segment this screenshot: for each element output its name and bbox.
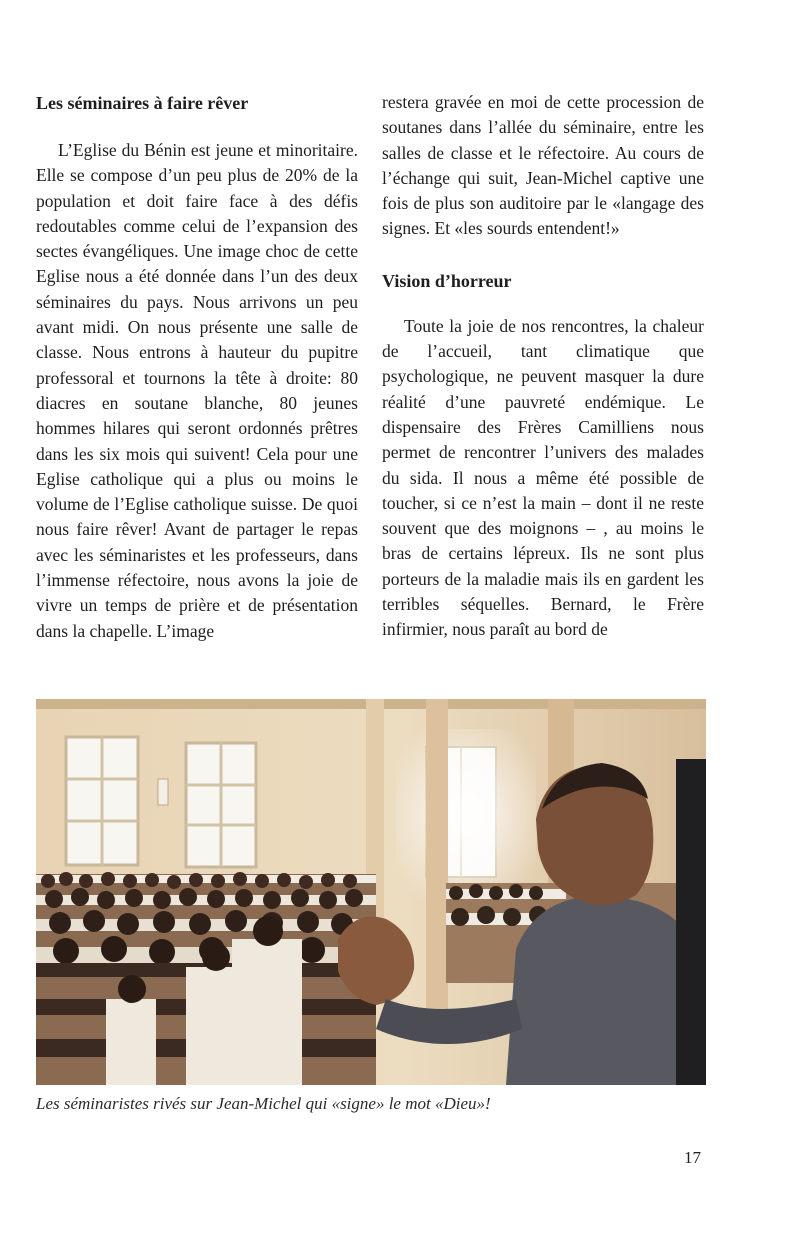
chapel-window	[396, 729, 536, 899]
paragraph-vision: Toute la joie de nos rencontres, la chaleur de l’accueil, tant climatique que psychologique, ne peuvent masquer la dure réalité d’une pauvreté endémique. Le dispensaire des Frères Camilliens nous permet de rencontrer l’univers des malades du sida. Il nous a même été possible de toucher, si ce n’est la main – dont il ne reste souvent que des moignons – , au moins le bras de certains lépreux. Ils ne sont plus porteurs de la maladie mais ils en gardent les terribles séquelles. Bernard, le Frère infirmier, nous paraît au bord de	[382, 315, 704, 640]
paragraph-seminaires: L’Eglise du Bénin est jeune et minoritaire. Elle se compose d’un peu plus de 20% de la population et doit faire face à des défis redoutables comme celui de l’expansion des sectes évangéliques. Une image choc de cette Eglise nous a été donnée dans l’un des deux séminaires du pays. Nous arrivons un peu avant midi. On nous présente une salle de classe. Nous entrons à hauteur du pupitre professoral et tournons la tête à droite: 80 diacres en soutane blanche, 80 jeunes hommes hilares qui seront ordonnés prêtres dans les six mois qui suivent! Cela pour une Eglise catholique qui a plus ou moins le volume de l’Eglise catholique suisse. De quoi nous faire rêver! Avant de partager le repas avec les séminaristes et les professeurs, dans l’immense réfectoire, nous avons la joie de vivre un temps de prière et de présentation dans la chapelle. L’image	[36, 140, 358, 641]
paragraph-continuation: restera gravée en moi de cette procession de soutanes dans l’allée du séminaire, entre les salles de classe et le réfectoire. Au cours de l’échange qui suit, Jean-Michel captive une fois de plus son auditoire par le «langage des signes. Et «les sourds entendent!»	[382, 92, 704, 239]
chapel-window	[186, 743, 256, 867]
section-heading-vision: Vision d’horreur	[382, 270, 512, 291]
left-column	[36, 90, 358, 644]
photo-caption: Les séminaristes rivés sur Jean-Michel qui «signe» le mot «Dieu»!	[36, 1094, 491, 1113]
chapel-photo	[36, 699, 706, 1085]
page-number: 17	[684, 1148, 701, 1167]
chapel-window	[66, 737, 138, 865]
section-heading-seminaires: Les séminaires à faire rêver	[36, 93, 249, 113]
right-column	[382, 90, 704, 643]
chapel-photo-illustration	[36, 699, 706, 1085]
